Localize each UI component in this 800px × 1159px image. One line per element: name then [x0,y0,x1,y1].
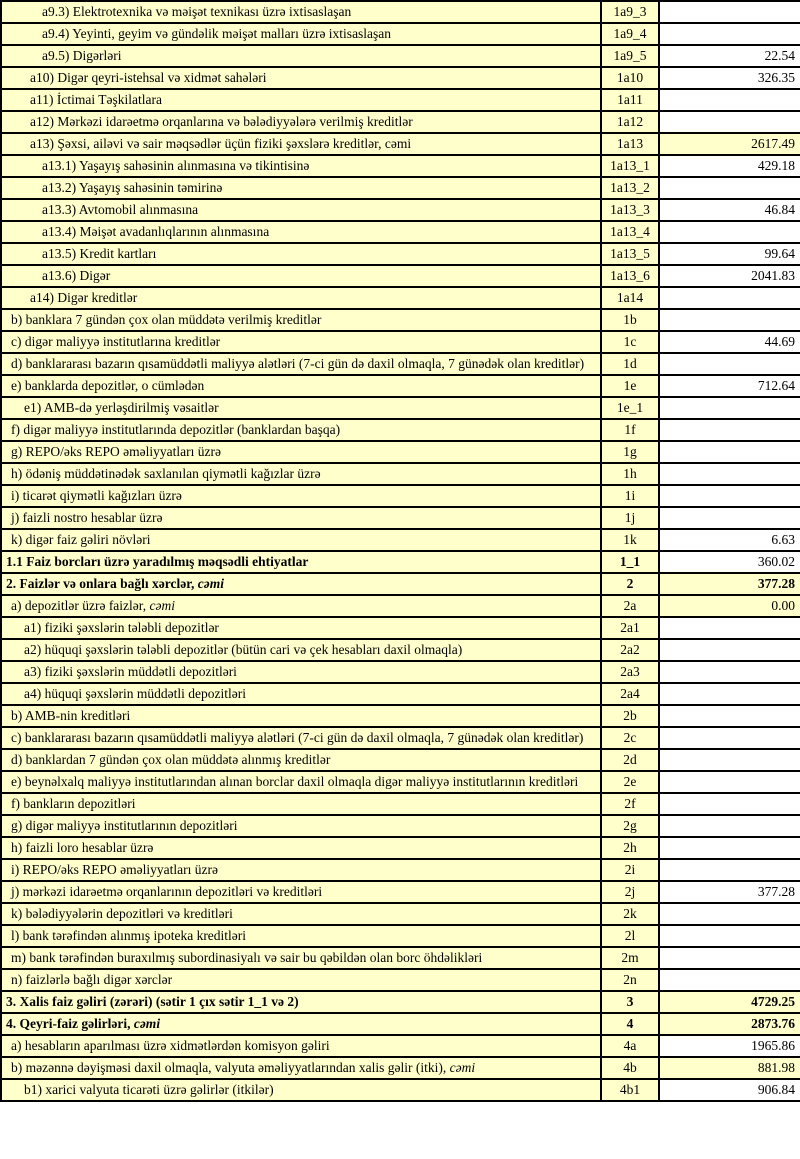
row-code: 4b1 [601,1079,659,1101]
row-code: 1a9_5 [601,45,659,67]
row-label [1,309,601,331]
row-code: 1a13_6 [601,265,659,287]
row-label [1,177,601,199]
row-label-text: l) bank tərəfindən alınmış ipoteka kreditləri [11,928,247,943]
row-value[interactable] [659,771,800,793]
row-label-text: a9.4) Yeyinti, geyim və gündəlik məişət malları üzrə ixtisaslaşan [42,26,392,41]
row-label [1,683,601,705]
row-label-italic: cəmi [149,598,175,613]
table-row [1,749,800,771]
row-label [1,639,601,661]
row-label [1,485,601,507]
table-row [1,837,800,859]
row-code: 3 [601,991,659,1013]
row-label-text: j) mərkəzi idarəetmə orqanlarının depozitləri və kreditləri [11,884,323,899]
row-label [1,89,601,111]
row-label-text: e) beynəlxalq maliyyə institutlarından alınan borclar daxil olmaqla digər maliyyə institutlarının kreditləri [11,774,579,789]
table-row [1,441,800,463]
table-row [1,727,800,749]
row-label [1,595,601,617]
row-label-text: a) hesabların aparılması üzrə xidmətlərdən komisyon gəliri [11,1038,330,1053]
row-label-text: g) REPO/əks REPO əməliyyatları üzrə [11,444,221,459]
row-code: 2b [601,705,659,727]
table-row [1,507,800,529]
row-value[interactable] [659,23,800,45]
table-row [1,23,800,45]
row-code: 1c [601,331,659,353]
row-value[interactable] [659,1,800,23]
table-row [1,991,800,1013]
row-value[interactable]: 44.69 [659,331,800,353]
row-code: 2l [601,925,659,947]
table-row [1,1013,800,1035]
row-code: 2a1 [601,617,659,639]
row-label-text: 3. Xalis faiz gəliri (zərəri) (sətir 1 çıx sətir 1_1 və 2) [6,994,299,1009]
table-row [1,353,800,375]
row-label-text: d) banklararası bazarın qısamüddətli maliyyə alətləri (7-ci gün də daxil olmaqla, 7 günədək olan kreditlər) [11,356,585,371]
row-code: 1b [601,309,659,331]
row-label [1,661,601,683]
table-row [1,639,800,661]
row-value[interactable] [659,463,800,485]
row-label [1,23,601,45]
row-code: 2a [601,595,659,617]
table-row [1,551,800,573]
row-value[interactable]: 4729.25 [659,991,800,1013]
row-code: 2e [601,771,659,793]
row-label-text: k) bələdiyyələrin depozitləri və kreditləri [11,906,233,921]
row-code: 1a13_3 [601,199,659,221]
row-value[interactable] [659,507,800,529]
row-label-text: a13) Şəxsi, ailəvi və sair məqsədlər üçün fiziki şəxslərə kreditlər, cəmi [30,136,412,151]
row-value[interactable] [659,683,800,705]
row-code: 2n [601,969,659,991]
row-label-text: a13.6) Digər [42,268,111,283]
row-label-text: f) bankların depozitləri [11,796,136,811]
row-code: 1a12 [601,111,659,133]
row-label [1,1,601,23]
row-label-text: i) REPO/əks REPO əməliyyatları üzrə [11,862,218,877]
row-value[interactable] [659,419,800,441]
row-label-text: 2. Faizlər və onlara bağlı xərclər, [6,576,198,591]
row-code: 4b [601,1057,659,1079]
row-value[interactable] [659,969,800,991]
row-code: 1e_1 [601,397,659,419]
row-value[interactable] [659,221,800,243]
row-label-text: a1) fiziki şəxslərin tələbli depozitlər [24,620,219,635]
table-row [1,925,800,947]
row-label [1,507,601,529]
row-label-text: d) banklardan 7 gündən çox olan müddətə alınmış kreditlər [11,752,331,767]
table-row [1,199,800,221]
row-value[interactable] [659,705,800,727]
row-label [1,1013,601,1035]
table-row [1,265,800,287]
row-code: 4 [601,1013,659,1035]
row-code: 1g [601,441,659,463]
row-label-text: a13.2) Yaşayış sahəsinin təmirinə [42,180,223,195]
row-value[interactable] [659,727,800,749]
row-value[interactable]: 377.28 [659,881,800,903]
row-label [1,903,601,925]
row-code: 1a13_4 [601,221,659,243]
row-value[interactable] [659,485,800,507]
table-row [1,309,800,331]
row-code: 2d [601,749,659,771]
table-row [1,155,800,177]
table-row [1,1079,800,1101]
row-label [1,1057,601,1079]
table-row [1,243,800,265]
row-value[interactable] [659,815,800,837]
row-code: 1a10 [601,67,659,89]
row-label-text: a4) hüquqi şəxslərin müddətli depozitləri [24,686,246,701]
row-label-text: c) banklararası bazarın qısamüddətli maliyyə alətləri (7-ci gün də daxil olmaqla, 7 günədək olan kreditlər) [11,730,584,745]
table-row [1,1057,800,1079]
row-code: 1h [601,463,659,485]
table-row [1,705,800,727]
row-label-text: a) depozitlər üzrə faizlər, [11,598,150,613]
row-value[interactable] [659,639,800,661]
table-row [1,45,800,67]
row-label [1,67,601,89]
row-label [1,155,601,177]
row-label-italic: cəmi [133,1016,161,1031]
row-label [1,463,601,485]
row-label [1,111,601,133]
row-label-text: n) faizlərlə bağlı digər xərclər [11,972,173,987]
row-value[interactable]: 881.98 [659,1057,800,1079]
table-row [1,529,800,551]
row-code: 1a9_4 [601,23,659,45]
row-code: 1d [601,353,659,375]
row-label [1,705,601,727]
row-value[interactable]: 99.64 [659,243,800,265]
row-code: 1_1 [601,551,659,573]
table-row [1,375,800,397]
row-code: 1a13_2 [601,177,659,199]
row-label-text: h) ödəniş müddətinədək saxlanılan qiymətli kağızlar üzrə [11,466,321,481]
row-label [1,925,601,947]
row-value[interactable] [659,287,800,309]
row-value[interactable]: 360.02 [659,551,800,573]
row-label [1,287,601,309]
row-label-text: j) faizli nostro hesablar üzrə [11,510,163,525]
table-row [1,89,800,111]
row-label [1,529,601,551]
row-label-text: a2) hüquqi şəxslərin tələbli depozitlər (bütün cari və çek hesabları daxil olmaqla) [24,642,463,657]
row-label [1,991,601,1013]
row-label [1,617,601,639]
row-code: 1j [601,507,659,529]
row-code: 4a [601,1035,659,1057]
table-row [1,1,800,23]
table-row [1,331,800,353]
row-code: 2g [601,815,659,837]
row-value[interactable] [659,89,800,111]
row-code: 1a14 [601,287,659,309]
row-code: 2c [601,727,659,749]
row-value[interactable]: 22.54 [659,45,800,67]
row-value[interactable] [659,617,800,639]
table-row [1,815,800,837]
table-row [1,485,800,507]
row-label-text: a13.3) Avtomobil alınmasına [42,202,199,217]
row-label [1,1079,601,1101]
row-label-text: a12) Mərkəzi idarəetmə orqanlarına və bələdiyyələrə verilmiş kreditlər [30,114,413,129]
row-code: 2m [601,947,659,969]
row-code: 1a9_3 [601,1,659,23]
row-label-text: b1) xarici valyuta ticarəti üzrə gəlirlər (itkilər) [24,1082,274,1097]
row-label-text: e1) AMB-də yerləşdirilmiş vəsaitlər [24,400,219,415]
row-label [1,441,601,463]
row-code: 1a11 [601,89,659,111]
row-value[interactable] [659,947,800,969]
row-code: 2h [601,837,659,859]
row-label [1,947,601,969]
row-code: 1a13_5 [601,243,659,265]
table-row [1,903,800,925]
row-label [1,397,601,419]
row-label-text: k) digər faiz gəliri növləri [11,532,151,547]
row-value[interactable] [659,793,800,815]
table-row [1,661,800,683]
row-value[interactable]: 377.28 [659,573,800,595]
row-value[interactable] [659,837,800,859]
row-label-text: a13.5) Kredit kartları [42,246,157,261]
row-label [1,45,601,67]
table-row [1,1035,800,1057]
row-value[interactable]: 2041.83 [659,265,800,287]
row-code: 1i [601,485,659,507]
row-label [1,243,601,265]
row-label-text: 1.1 Faiz borcları üzrə yaradılmış məqsədli ehtiyatlar [6,554,309,569]
row-label [1,793,601,815]
table-row [1,419,800,441]
row-label-text: h) faizli loro hesablar üzrə [11,840,154,855]
table-row [1,771,800,793]
row-label [1,331,601,353]
row-code: 1a13 [601,133,659,155]
row-code: 1e [601,375,659,397]
row-label [1,815,601,837]
table-row [1,595,800,617]
row-value[interactable] [659,925,800,947]
row-label [1,375,601,397]
row-label-text: i) ticarət qiymətli kağızları üzrə [11,488,182,503]
row-label-text: a13.1) Yaşayış sahəsinin alınmasına və tikintisinə [42,158,310,173]
row-label-text: b) banklara 7 gündən çox olan müddətə verilmiş kreditlər [11,312,322,327]
row-label-text: 4. Qeyri-faiz gəlirləri, [6,1016,134,1031]
row-label-text: f) digər maliyyə institutlarında depozitlər (banklardan başqa) [11,422,341,437]
table-row [1,947,800,969]
row-value[interactable]: 429.18 [659,155,800,177]
row-code: 2j [601,881,659,903]
row-label-text: e) banklarda depozitlər, o cümlədən [11,378,205,393]
row-label [1,1035,601,1057]
row-code: 2f [601,793,659,815]
row-code: 2i [601,859,659,881]
row-code: 2 [601,573,659,595]
row-value[interactable]: 712.64 [659,375,800,397]
row-label-text: a11) İctimai Təşkilatlara [30,92,162,107]
row-value[interactable]: 46.84 [659,199,800,221]
row-code: 2a4 [601,683,659,705]
row-value[interactable]: 2617.49 [659,133,800,155]
row-value[interactable]: 6.63 [659,529,800,551]
row-label [1,133,601,155]
row-value[interactable] [659,309,800,331]
row-value[interactable] [659,661,800,683]
row-label [1,551,601,573]
row-value[interactable]: 906.84 [659,1079,800,1101]
row-label-text: a13.4) Məişət avadanlıqlarının alınmasına [42,224,270,239]
row-label [1,837,601,859]
row-value[interactable] [659,177,800,199]
row-label [1,749,601,771]
row-label-text: b) məzənnə dəyişməsi daxil olmaqla, valyuta əməliyyatlarından xalis gəlir (itki), [11,1060,450,1075]
report-table-body [1,1,800,1101]
row-code: 2a3 [601,661,659,683]
row-value[interactable]: 1965.86 [659,1035,800,1057]
row-label [1,727,601,749]
table-row [1,859,800,881]
row-label-text: b) AMB-nin kreditləri [11,708,131,723]
row-value[interactable]: 0.00 [659,595,800,617]
row-label [1,353,601,375]
row-code: 2k [601,903,659,925]
table-row [1,573,800,595]
table-row [1,793,800,815]
table-row [1,463,800,485]
row-label [1,419,601,441]
row-label-text: g) digər maliyyə institutlarının depozitləri [11,818,238,833]
row-value[interactable] [659,397,800,419]
row-code: 1f [601,419,659,441]
table-row [1,67,800,89]
row-label [1,859,601,881]
row-label [1,199,601,221]
row-label [1,265,601,287]
row-value[interactable]: 326.35 [659,67,800,89]
row-label-text: a14) Digər kreditlər [30,290,138,305]
row-label-text: a9.5) Digərləri [42,48,122,63]
table-row [1,133,800,155]
table-row [1,881,800,903]
row-label [1,573,601,595]
row-label-text: a9.3) Elektrotexnika və məişət texnikası üzrə ixtisaslaşan [42,4,352,19]
row-code: 2a2 [601,639,659,661]
table-row [1,287,800,309]
row-label [1,969,601,991]
row-code: 1k [601,529,659,551]
row-label-text: m) bank tərəfindən buraxılmış subordinasiyalı və sair bu qəbildən olan borc öhdəlikləri [11,950,483,965]
row-label-italic: cəmi [197,576,224,591]
row-label [1,221,601,243]
row-value[interactable]: 2873.76 [659,1013,800,1035]
row-value[interactable] [659,903,800,925]
table-row [1,111,800,133]
table-row [1,617,800,639]
row-value[interactable] [659,859,800,881]
row-label-text: c) digər maliyyə institutlarına kreditlər [11,334,221,349]
row-label [1,881,601,903]
table-row [1,177,800,199]
row-value[interactable] [659,749,800,771]
table-row [1,221,800,243]
row-code: 1a13_1 [601,155,659,177]
table-row [1,397,800,419]
table-row [1,683,800,705]
row-label-italic: cəmi [449,1060,476,1075]
row-value[interactable] [659,441,800,463]
row-value[interactable] [659,353,800,375]
row-label [1,771,601,793]
row-value[interactable] [659,111,800,133]
row-label-text: a3) fiziki şəxslərin müddətli depozitləri [24,664,237,679]
table-row [1,969,800,991]
row-label-text: a10) Digər qeyri-istehsal və xidmət sahələri [30,70,267,85]
